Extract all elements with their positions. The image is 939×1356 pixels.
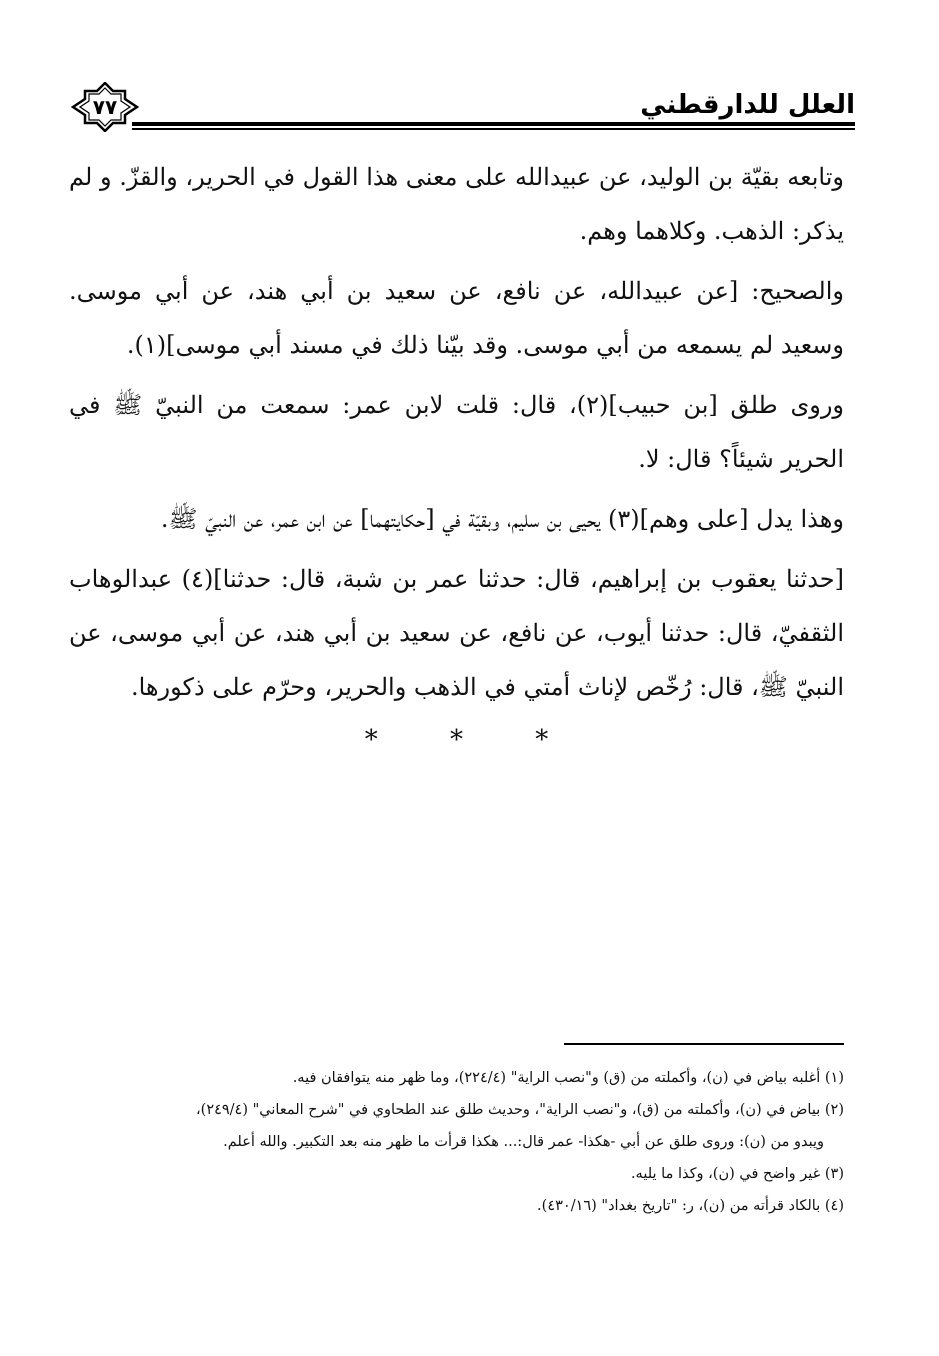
paragraph-4: وهذا يدل [على وهم](٣) يحيى بن سليم، وبقيّة في [حكايتهما] عن ابن عمر، عن النبيّ ﷺ.: [160, 505, 844, 533]
footnote-2-continued: ويبدو من (ن): وروى طلق عن أبي -هكذا- عمر قال:... هكذا قرأت ما ظهر منه بعد التكبير. والله أعلم.: [223, 1134, 824, 1150]
footnote-2: (٢) بياض في (ن)، وأكملته من (ق)، و"نصب الراية"، وحديث طلق عند الطحاوي في "شرح المعاني" (٢٤٩/٤)،: [195, 1102, 844, 1118]
footnote-3: (٣) غير واضح في (ن)، وكذا ما يليه.: [630, 1166, 844, 1182]
page-number-badge: [70, 82, 140, 132]
footnote-1: (١) أغلبه بياض في (ن)، وأكملته من (ق) و"نصب الراية" (٢٢٤/٤)، وما ظهر منه يتوافقان فيه.: [292, 1070, 844, 1086]
footnote-4: (٤) بالكاد قرأته من (ن)، ر: "تاريخ بغداد" (٤٣٠/١٦).: [537, 1198, 844, 1214]
page-header: [70, 76, 855, 134]
section-separator: [69, 720, 844, 760]
header-rule-thick: [132, 122, 855, 126]
paragraph-1: وتابعه بقيّة بن الوليد، عن عبيدالله على معنى هذا القول في الحرير، والقزّ. و لم يذكر: الذهب. وكلاهما وهم.: [69, 163, 844, 245]
separator-asterisk: *: [364, 725, 378, 755]
paragraph-3: وروى طلق [بن حبيب](٢)، قال: قلت لابن عمر: سمعت من النبيّ ﷺ في الحرير شيئاً؟ قال: لا.: [69, 391, 844, 473]
separator-asterisk: *: [535, 725, 549, 755]
paragraph-5: [حدثنا يعقوب بن إبراهيم، قال: حدثنا عمر بن شبة، قال: حدثنا](٤) عبدالوهاب الثقفيّ، قال: حدثنا أيوب، عن نافع، عن سعيد بن أبي هند، عن أبي موسى، عن النبيّ ﷺ، قال: رُخّص لإناث أمتي في الذهب والحرير، وحرّم على ذكورها.: [69, 565, 844, 701]
separator-asterisk: *: [450, 725, 463, 755]
page-number: ٧٧: [92, 95, 118, 119]
book-title: العلل للدارقطني: [640, 90, 855, 120]
main-text: [69, 150, 844, 760]
footnote-rule: [564, 1043, 844, 1045]
footnotes: [69, 1062, 844, 1222]
paragraph-2: والصحيح: [عن عبيدالله، عن نافع، عن سعيد بن أبي هند، عن أبي موسى. وسعيد لم يسمعه من أبي موسى. وقد بيّنا ذلك في مسند أبي موسى](١).: [69, 277, 844, 359]
header-rule-thin: [132, 128, 855, 130]
